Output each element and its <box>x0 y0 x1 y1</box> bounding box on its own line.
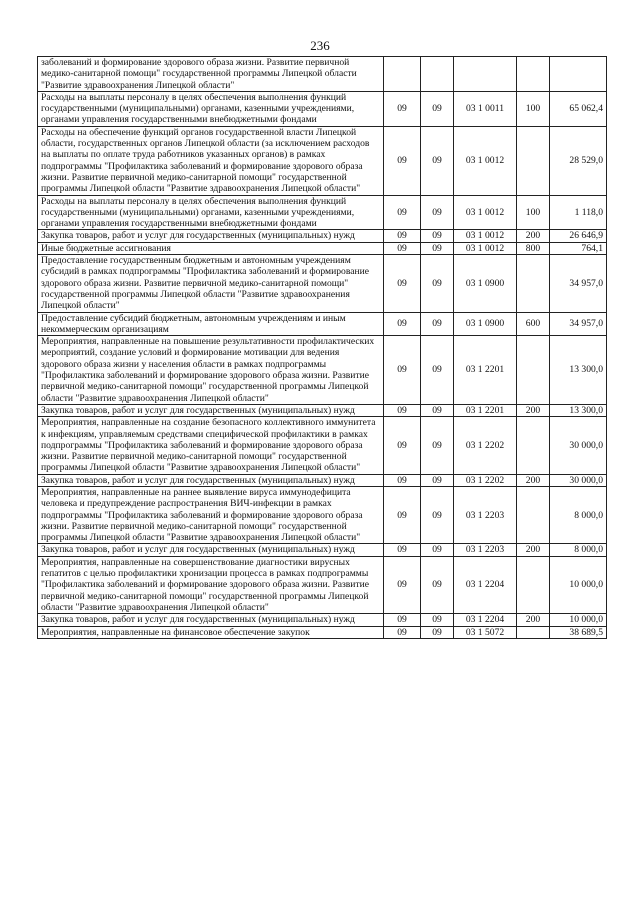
target-article-code: 03 1 2201 <box>454 404 517 416</box>
expense-type-code: 200 <box>517 404 550 416</box>
target-article-code: 03 1 2201 <box>454 336 517 405</box>
expense-type-code: 100 <box>517 91 550 126</box>
section-code: 09 <box>384 336 421 405</box>
amount-value: 764,1 <box>550 242 607 254</box>
amount-value: 8 000,0 <box>550 486 607 543</box>
amount-value: 30 000,0 <box>550 417 607 474</box>
subsection-code: 09 <box>421 312 454 336</box>
target-article-code: 03 1 0900 <box>454 312 517 336</box>
subsection-code <box>421 57 454 92</box>
section-code: 09 <box>384 242 421 254</box>
budget-table <box>37 56 607 639</box>
subsection-code: 09 <box>421 195 454 230</box>
amount-value: 10 000,0 <box>550 556 607 613</box>
subsection-code: 09 <box>421 417 454 474</box>
subsection-code: 09 <box>421 126 454 195</box>
table-row <box>38 312 607 336</box>
target-article-code: 03 1 0011 <box>454 91 517 126</box>
section-code: 09 <box>384 626 421 638</box>
section-code <box>384 57 421 92</box>
table-row <box>38 230 607 242</box>
subsection-code: 09 <box>421 230 454 242</box>
row-description: заболеваний и формирование здорового образа жизни. Развитие первичной медико-санитарной помощи" государственной программы Липецкой области "Развитие здравоохранения Липецкой области" <box>38 57 384 92</box>
row-description: Мероприятия, направленные на создание безопасного коллективного иммунитета к инфекциям, управляемым средствами специфической профилактики в рамках подпрограммы "Профилактика заболеваний и формирование здорового образа жизни. Развитие первичной медико-санитарной помощи" государственной программы Липецкой области "Развитие здравоохранения Липецкой области" <box>38 417 384 474</box>
table-row <box>38 626 607 638</box>
target-article-code: 03 1 0012 <box>454 230 517 242</box>
row-description: Расходы на выплаты персоналу в целях обеспечения выполнения функций государственными (муниципальными) органами, казенными учреждениями, органами управления государственными внебюджетными фондами <box>38 195 384 230</box>
expense-type-code <box>517 556 550 613</box>
table-row <box>38 544 607 556</box>
subsection-code: 09 <box>421 486 454 543</box>
amount-value: 1 118,0 <box>550 195 607 230</box>
subsection-code: 09 <box>421 242 454 254</box>
table-row <box>38 195 607 230</box>
row-description: Предоставление государственным бюджетным и автономным учреждениям субсидий в рамках подпрограммы "Профилактика заболеваний и формирование здорового образа жизни. Развитие первичной медико-санитарной помощи" государственной программы Липецкой области "Развитие здравоохранения Липецкой области" <box>38 255 384 312</box>
table-row <box>38 126 607 195</box>
section-code: 09 <box>384 195 421 230</box>
target-article-code <box>454 57 517 92</box>
target-article-code: 03 1 0012 <box>454 242 517 254</box>
section-code: 09 <box>384 126 421 195</box>
target-article-code: 03 1 5072 <box>454 626 517 638</box>
row-description: Закупка товаров, работ и услуг для государственных (муниципальных) нужд <box>38 614 384 626</box>
table-row <box>38 57 607 92</box>
subsection-code: 09 <box>421 544 454 556</box>
target-article-code: 03 1 0012 <box>454 195 517 230</box>
section-code: 09 <box>384 614 421 626</box>
expense-type-code <box>517 126 550 195</box>
row-description: Мероприятия, направленные на повышение результативности профилактических мероприятий, создание условий и формирование мотивации для ведения здорового образа жизни у населения области в рамках подпрограммы "Профилактика заболеваний и формирование здорового образа жизни. Развитие первичной медико-санитарной помощи" государственной программы Липецкой области "Развитие здравоохранения Липецкой области" <box>38 336 384 405</box>
section-code: 09 <box>384 417 421 474</box>
expense-type-code: 100 <box>517 195 550 230</box>
target-article-code: 03 1 0012 <box>454 126 517 195</box>
target-article-code: 03 1 2204 <box>454 614 517 626</box>
expense-type-code <box>517 57 550 92</box>
amount-value: 13 300,0 <box>550 336 607 405</box>
target-article-code: 03 1 2204 <box>454 556 517 613</box>
table-row <box>38 404 607 416</box>
row-description: Предоставление субсидий бюджетным, автономным учреждениям и иным некоммерческим организациям <box>38 312 384 336</box>
row-description: Закупка товаров, работ и услуг для государственных (муниципальных) нужд <box>38 404 384 416</box>
table-row <box>38 486 607 543</box>
page-number: 236 <box>310 38 330 53</box>
amount-value: 34 957,0 <box>550 255 607 312</box>
subsection-code: 09 <box>421 91 454 126</box>
row-description: Иные бюджетные ассигнования <box>38 242 384 254</box>
row-description: Мероприятия, направленные на раннее выявление вируса иммунодефицита человека и предупреждение распространения ВИЧ-инфекции в рамках подпрограммы "Профилактика заболеваний и формирование здорового образа жизни. Развитие первичной медико-санитарной помощи" государственной программы Липецкой области "Развитие здравоохранения Липецкой области" <box>38 486 384 543</box>
amount-value: 13 300,0 <box>550 404 607 416</box>
target-article-code: 03 1 2203 <box>454 486 517 543</box>
row-description: Расходы на выплаты персоналу в целях обеспечения выполнения функций государственными (муниципальными) органами, казенными учреждениями, органами управления государственными внебюджетными фондами <box>38 91 384 126</box>
amount-value: 28 529,0 <box>550 126 607 195</box>
section-code: 09 <box>384 474 421 486</box>
expense-type-code: 200 <box>517 474 550 486</box>
table-row <box>38 255 607 312</box>
section-code: 09 <box>384 255 421 312</box>
expense-type-code: 800 <box>517 242 550 254</box>
target-article-code: 03 1 2203 <box>454 544 517 556</box>
table-row <box>38 417 607 474</box>
row-description: Закупка товаров, работ и услуг для государственных (муниципальных) нужд <box>38 474 384 486</box>
expense-type-code <box>517 255 550 312</box>
row-description: Мероприятия, направленные на финансовое обеспечение закупок <box>38 626 384 638</box>
expense-type-code: 600 <box>517 312 550 336</box>
amount-value <box>550 57 607 92</box>
table-row <box>38 556 607 613</box>
amount-value: 65 062,4 <box>550 91 607 126</box>
amount-value: 38 689,5 <box>550 626 607 638</box>
expense-type-code <box>517 336 550 405</box>
budget-table-body <box>38 57 607 639</box>
table-row <box>38 614 607 626</box>
subsection-code: 09 <box>421 255 454 312</box>
table-row <box>38 91 607 126</box>
target-article-code: 03 1 0900 <box>454 255 517 312</box>
section-code: 09 <box>384 544 421 556</box>
subsection-code: 09 <box>421 626 454 638</box>
table-row <box>38 336 607 405</box>
amount-value: 8 000,0 <box>550 544 607 556</box>
expense-type-code <box>517 417 550 474</box>
table-row <box>38 474 607 486</box>
section-code: 09 <box>384 312 421 336</box>
table-row <box>38 242 607 254</box>
subsection-code: 09 <box>421 614 454 626</box>
amount-value: 10 000,0 <box>550 614 607 626</box>
expense-type-code <box>517 486 550 543</box>
section-code: 09 <box>384 556 421 613</box>
subsection-code: 09 <box>421 404 454 416</box>
section-code: 09 <box>384 486 421 543</box>
expense-type-code: 200 <box>517 614 550 626</box>
row-description: Расходы на обеспечение функций органов государственной власти Липецкой области, государственных органов Липецкой области (за исключением расходов на выплаты по оплате труда работников указанных органов) в рамках подпрограммы "Профилактика заболеваний и формирование здорового образа жизни. Развитие первичной медико-санитарной помощи" государственной программы Липецкой области "Развитие здравоохранения Липецкой области" <box>38 126 384 195</box>
row-description: Закупка товаров, работ и услуг для государственных (муниципальных) нужд <box>38 544 384 556</box>
section-code: 09 <box>384 404 421 416</box>
expense-type-code <box>517 626 550 638</box>
section-code: 09 <box>384 91 421 126</box>
subsection-code: 09 <box>421 474 454 486</box>
subsection-code: 09 <box>421 336 454 405</box>
row-description: Мероприятия, направленные на совершенствование диагностики вирусных гепатитов с целью профилактики хронизации процесса в рамках подпрограммы "Профилактика заболеваний и формирование здорового образа жизни. Развитие первичной медико-санитарной помощи" государственной программы Липецкой области "Развитие здравоохранения Липецкой области" <box>38 556 384 613</box>
subsection-code: 09 <box>421 556 454 613</box>
section-code: 09 <box>384 230 421 242</box>
amount-value: 26 646,9 <box>550 230 607 242</box>
expense-type-code: 200 <box>517 544 550 556</box>
amount-value: 30 000,0 <box>550 474 607 486</box>
target-article-code: 03 1 2202 <box>454 417 517 474</box>
row-description: Закупка товаров, работ и услуг для государственных (муниципальных) нужд <box>38 230 384 242</box>
expense-type-code: 200 <box>517 230 550 242</box>
target-article-code: 03 1 2202 <box>454 474 517 486</box>
amount-value: 34 957,0 <box>550 312 607 336</box>
